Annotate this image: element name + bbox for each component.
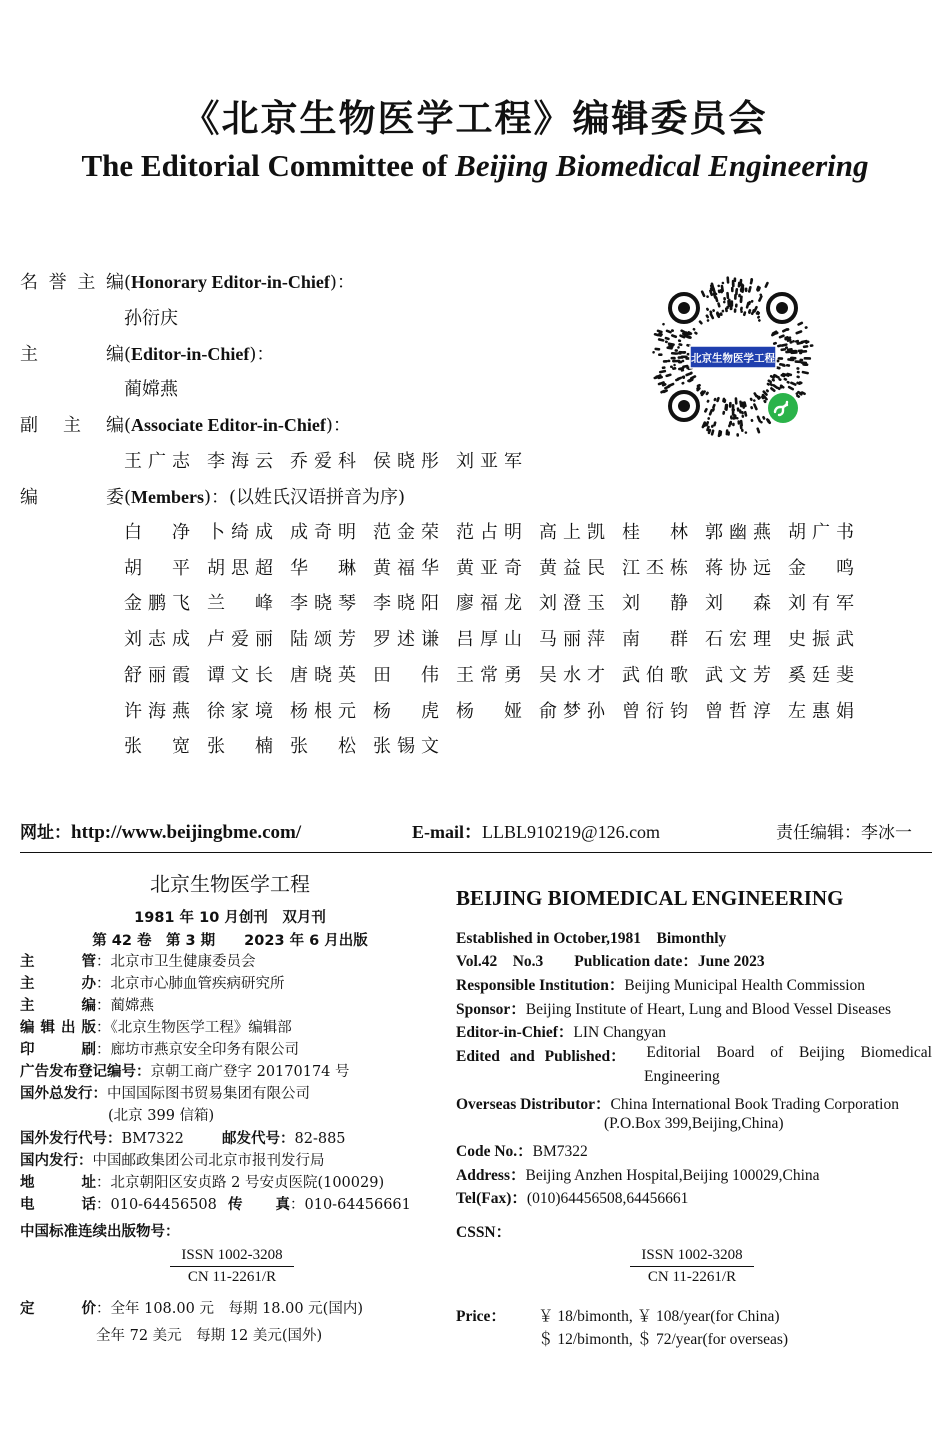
member-name: 范占明 xyxy=(456,522,522,543)
role-label: 副主编 xyxy=(20,415,124,436)
row-value: Beijing Anzhen Hospital,Beijing 100029,China xyxy=(525,1167,820,1184)
row-key: 地址 xyxy=(20,1175,96,1191)
en-price-overseas: ＄ 12/bimonth, ＄ 72/year(for overseas) xyxy=(538,1331,789,1348)
member-name: 舒丽霞 xyxy=(124,664,190,686)
member-name: 黄亚奇 xyxy=(456,557,522,579)
row-value: (010)64456508,64456661 xyxy=(526,1190,689,1207)
row-key: 国内发行： xyxy=(20,1153,93,1169)
row-key: Editor-in-Chief： xyxy=(456,1024,574,1041)
honorary-names: 孙衍庆 xyxy=(124,308,178,329)
cn-row-supervisor: 主管：北京市卫生健康委员会 xyxy=(20,950,256,971)
qr-dot xyxy=(672,360,677,363)
qr-dot xyxy=(658,353,663,356)
member-name: 曾衍钧 xyxy=(622,700,688,722)
member-name: 卜绮成 xyxy=(207,522,273,543)
row-key: 国外总发行： xyxy=(20,1086,107,1102)
qr-dot xyxy=(732,280,735,286)
role-en: Associate Editor-in-Chief xyxy=(131,415,326,435)
cn-journal-name: 北京生物医学工程 xyxy=(150,872,310,896)
row-value: 中国国际图书贸易集团有限公司 xyxy=(107,1086,310,1102)
member-name: 马丽萍 xyxy=(539,629,605,651)
cn-row-overseas xyxy=(20,1082,310,1103)
row-key: Sponsor： xyxy=(456,1001,526,1018)
member-name: 华 琳 xyxy=(290,557,356,579)
website-link[interactable]: http://www.beijingbme.com/ xyxy=(71,822,302,843)
en-volume: Vol.42 No.3 Publication date：June 2023 xyxy=(456,953,765,970)
member-name: 黄益民 xyxy=(539,557,605,579)
cn-founded: 1981 年 10 月创刊 双月刊 xyxy=(134,910,326,926)
qr-dot xyxy=(735,289,738,296)
qr-dot xyxy=(731,287,734,292)
member-name: 史振武 xyxy=(788,629,854,651)
qr-dot xyxy=(792,351,797,354)
cn-row-post xyxy=(222,1127,346,1148)
associate-name: 李海云 xyxy=(207,451,273,472)
title-en-prefix: The Editorial Committee of xyxy=(81,148,456,183)
qr-dot xyxy=(777,357,783,360)
issn-number: ISSN 1002-3208 xyxy=(170,1247,294,1267)
cn-issn-block xyxy=(170,1247,294,1286)
associate-name: 刘亚军 xyxy=(456,451,522,472)
row-key: 主管 xyxy=(20,954,96,970)
cn-row-price-overseas: 全年 72 美元 每期 12 美元(国外) xyxy=(96,1328,323,1344)
member-name: 唐晓英 xyxy=(290,664,356,686)
row-value: BM7322 xyxy=(121,1131,184,1147)
member-name: 桂 林 xyxy=(622,522,688,543)
en-row-sponsor xyxy=(456,997,891,1019)
member-name: 张 松 xyxy=(290,736,356,758)
row-key: 中国标准连续出版物号： xyxy=(20,1224,180,1240)
en-row-price xyxy=(456,1304,506,1326)
en-price-china: ￥ 18/bimonth, ￥ 108/year(for China) xyxy=(538,1308,780,1325)
email-label: E-mail： xyxy=(412,822,482,842)
cn-row-publisher: 编辑出版：《北京生物医学工程》编辑部 xyxy=(20,1016,292,1037)
role-associate: 副主编(Associate Editor-in-Chief)： xyxy=(20,411,351,437)
member-name: 金鹏飞 xyxy=(124,593,190,615)
cn-row-chief: 主编：蔺嫦燕 xyxy=(20,994,154,1015)
qr-dot xyxy=(732,404,735,409)
qr-dot xyxy=(790,357,794,360)
row-key: 主办 xyxy=(20,976,96,992)
member-name: 武文芳 xyxy=(705,664,771,686)
qr-dot xyxy=(734,308,737,313)
row-key: Overseas Distributor： xyxy=(456,1096,611,1113)
qr-dot xyxy=(671,352,678,355)
cn-number: CN 11-2261/R xyxy=(187,1269,277,1285)
row-value: 《北京生物医学工程》编辑部 xyxy=(110,1020,292,1036)
row-value: Editorial Board of Beijing Biomedical xyxy=(646,1044,932,1061)
member-name: 胡广书 xyxy=(788,522,854,543)
qr-dot xyxy=(726,276,729,283)
qr-dot xyxy=(729,402,732,408)
en-established: Established in October,1981 Bimonthly xyxy=(456,930,727,947)
en-row-code xyxy=(456,1139,588,1161)
member-name: 石宏理 xyxy=(705,629,771,651)
member-name: 白 净 xyxy=(124,522,190,543)
qr-dot xyxy=(733,414,736,418)
cn-row-code xyxy=(20,1127,184,1148)
member-name: 张锡文 xyxy=(373,736,439,758)
member-name: 张 宽 xyxy=(124,736,190,758)
row-value: 82-885 xyxy=(294,1131,346,1147)
en-row-distributor xyxy=(456,1092,899,1114)
cn-row-domestic xyxy=(20,1149,325,1170)
member-name: 刘澄玉 xyxy=(539,593,605,615)
en-row-edited xyxy=(456,1044,932,1066)
email-link[interactable]: LLBL910219@126.com xyxy=(482,822,661,842)
member-name: 左惠娟 xyxy=(788,700,854,722)
row-value: Beijing Institute of Heart, Lung and Blood Vessel Diseases xyxy=(525,1001,891,1018)
member-name: 杨 娅 xyxy=(456,700,522,722)
member-name: 罗述谦 xyxy=(373,629,439,651)
member-name: 武伯歌 xyxy=(622,664,688,686)
page-title-cn: 《北京生物医学工程》编辑委员会 xyxy=(182,97,768,140)
cn-row-printer: 印刷：廊坊市燕京安全印务有限公司 xyxy=(20,1038,299,1059)
member-name: 俞梦孙 xyxy=(539,700,605,722)
en-journal-name: BEIJING BIOMEDICAL ENGINEERING xyxy=(456,886,844,910)
row-value: 010-64456508 xyxy=(110,1197,217,1213)
cn-row-issn-label xyxy=(20,1220,180,1241)
row-value: 北京市卫生健康委员会 xyxy=(110,954,256,970)
row-key: 国外发行代号： xyxy=(20,1131,122,1147)
row-value: 廊坊市燕京安全印务有限公司 xyxy=(110,1042,299,1058)
row-key: 广告发布登记编号： xyxy=(20,1064,151,1080)
member-name: 徐家境 xyxy=(207,700,273,722)
qr-dot xyxy=(732,423,735,427)
cn-row-sponsor: 主办：北京市心肺血管疾病研究所 xyxy=(20,972,285,993)
member-name: 卢爱丽 xyxy=(207,629,273,651)
member-name: 蒋协远 xyxy=(705,557,771,579)
role-label: 编委 xyxy=(20,487,124,508)
qr-dot xyxy=(736,433,739,437)
member-name: 金 鸣 xyxy=(788,557,854,579)
qr-dot xyxy=(735,303,738,307)
role-en: Editor-in-Chief xyxy=(131,344,250,364)
member-name: 杨 虎 xyxy=(373,700,439,722)
member-name: 张 楠 xyxy=(207,736,273,758)
en-row-responsible xyxy=(456,973,865,995)
member-name: 吕厚山 xyxy=(456,629,522,651)
row-value: 京朝工商广登字 20170174 号 xyxy=(150,1064,350,1080)
en-issn-block xyxy=(630,1247,754,1286)
row-key: Address： xyxy=(456,1167,526,1184)
row-value: 全年 108.00 元 每期 18.00 元(国内) xyxy=(110,1301,363,1317)
chief-names: 蔺嫦燕 xyxy=(124,379,178,400)
website-label: 网址： xyxy=(20,823,71,843)
en-row-tel xyxy=(456,1186,688,1208)
row-value: 010-64456661 xyxy=(304,1197,411,1213)
row-value: 蔺嫦燕 xyxy=(110,998,154,1014)
row-key: Edited and Published： xyxy=(456,1048,626,1065)
row-key: Responsible Institution： xyxy=(456,977,625,994)
row-key: 主编 xyxy=(20,998,96,1014)
member-name: 许海燕 xyxy=(124,700,190,722)
member-name: 刘 森 xyxy=(705,593,771,615)
row-key: 印刷 xyxy=(20,1042,96,1058)
member-name: 田 伟 xyxy=(373,664,439,686)
qr-dot xyxy=(663,360,668,363)
associate-name: 侯晓彤 xyxy=(373,451,439,472)
row-key: 传真 xyxy=(228,1197,290,1213)
row-key: 邮发代号： xyxy=(222,1131,295,1147)
en-row-cssn xyxy=(456,1220,511,1242)
title-en-journal: Beijing Biomedical Engineering xyxy=(455,148,869,183)
members-note: (以姓氏汉语拼音为序) xyxy=(229,487,406,508)
member-name: 刘有军 xyxy=(788,593,854,615)
page-title-en xyxy=(0,148,950,184)
en-row-edited-cont: Engineering xyxy=(644,1068,720,1085)
cn-row-address: 地址：北京朝阳区安贞路 2 号安贞医院(100029) xyxy=(20,1171,384,1192)
row-key: CSSN： xyxy=(456,1224,512,1241)
role-label: 名誉主编 xyxy=(20,272,124,293)
member-name: 吴水才 xyxy=(539,664,605,686)
role-en: Members xyxy=(131,487,204,507)
en-row-eic xyxy=(456,1020,666,1042)
member-name: 江丕栋 xyxy=(622,557,688,579)
member-name: 谭文长 xyxy=(207,664,273,686)
en-row-distributor-box: (P.O.Box 399,Beijing,China) xyxy=(604,1115,784,1132)
member-name: 成奇明 xyxy=(290,522,356,543)
qr-dot xyxy=(735,397,738,405)
issn-number: ISSN 1002-3208 xyxy=(630,1247,754,1267)
row-key: 编辑出版 xyxy=(20,1020,96,1036)
cn-row-ad xyxy=(20,1060,350,1081)
associate-name: 乔爱科 xyxy=(290,451,356,472)
member-name: 廖福龙 xyxy=(456,593,522,615)
en-row-address xyxy=(456,1163,820,1185)
editor-label: 责任编辑： xyxy=(776,823,861,843)
associate-name: 王广志 xyxy=(124,451,190,472)
cn-issue: 第 42 卷 第 3 期 2023 年 6 月出版 xyxy=(92,933,368,949)
qr-logo-text: 北京生物医学工程 xyxy=(691,352,775,365)
row-key: 定价 xyxy=(20,1301,96,1317)
row-value: China International Book Trading Corporation xyxy=(610,1096,899,1113)
member-name: 杨根元 xyxy=(290,700,356,722)
qr-code xyxy=(648,272,818,442)
cn-row-tel: 电话：010-64456508 xyxy=(20,1193,217,1214)
row-value: Beijing Municipal Health Commission xyxy=(624,977,866,994)
row-key: Code No.： xyxy=(456,1143,533,1160)
member-name: 南 群 xyxy=(622,629,688,651)
member-name: 李晓阳 xyxy=(373,593,439,615)
row-value: 北京朝阳区安贞路 2 号安贞医院(100029) xyxy=(110,1175,385,1191)
role-en: Honorary Editor-in-Chief xyxy=(131,272,330,292)
editor-line xyxy=(776,818,912,843)
editor-name: 李冰一 xyxy=(861,823,912,843)
member-name: 王常勇 xyxy=(456,664,522,686)
member-name: 范金荣 xyxy=(373,522,439,543)
cn-row-price: 定价：全年 108.00 元 每期 18.00 元(国内) xyxy=(20,1297,363,1318)
member-name: 胡思超 xyxy=(207,557,273,579)
row-value: BM7322 xyxy=(532,1143,588,1160)
row-value: 中国邮政集团公司北京市报刊发行局 xyxy=(92,1153,325,1169)
qr-dot xyxy=(727,431,730,436)
member-name: 奚廷斐 xyxy=(788,664,854,686)
divider xyxy=(20,852,932,853)
member-name: 曾哲淳 xyxy=(705,700,771,722)
row-value: LIN Changyan xyxy=(573,1024,666,1041)
role-honorary: 名誉主编(Honorary Editor-in-Chief)： xyxy=(20,268,355,294)
row-key: Price： xyxy=(456,1308,506,1325)
row-value: 北京市心肺血管疾病研究所 xyxy=(110,976,285,992)
member-name: 刘志成 xyxy=(124,629,190,651)
qr-code-graphic xyxy=(648,272,818,442)
email-line xyxy=(412,818,660,844)
row-key: 电话 xyxy=(20,1197,96,1213)
member-name: 李晓琴 xyxy=(290,593,356,615)
member-name: 郭幽燕 xyxy=(705,522,771,543)
website-line xyxy=(20,818,301,844)
member-name: 兰 峰 xyxy=(207,593,273,615)
role-label: 主编 xyxy=(20,344,124,365)
qr-dot xyxy=(670,357,675,360)
role-chief: 主编(Editor-in-Chief)： xyxy=(20,340,274,366)
member-name: 陆颂芳 xyxy=(290,629,356,651)
qr-dot xyxy=(730,304,733,310)
member-name: 黄福华 xyxy=(373,557,439,579)
qr-dot xyxy=(730,415,733,418)
cn-row-overseas-box: (北京 399 信箱) xyxy=(108,1108,215,1124)
qr-dot xyxy=(800,350,807,353)
qr-dot xyxy=(681,356,688,359)
member-name: 刘 静 xyxy=(622,593,688,615)
member-name: 高上凯 xyxy=(539,522,605,543)
role-members: 编委(Members)：(以姓氏汉语拼音为序) xyxy=(20,483,405,509)
qr-dot xyxy=(799,359,803,362)
member-name: 胡 平 xyxy=(124,557,190,579)
cn-row-fax: 传真：010-64456661 xyxy=(228,1193,411,1214)
row-key: Tel(Fax)： xyxy=(456,1190,527,1207)
qr-dot xyxy=(804,357,812,360)
cn-number: CN 11-2261/R xyxy=(647,1269,737,1285)
